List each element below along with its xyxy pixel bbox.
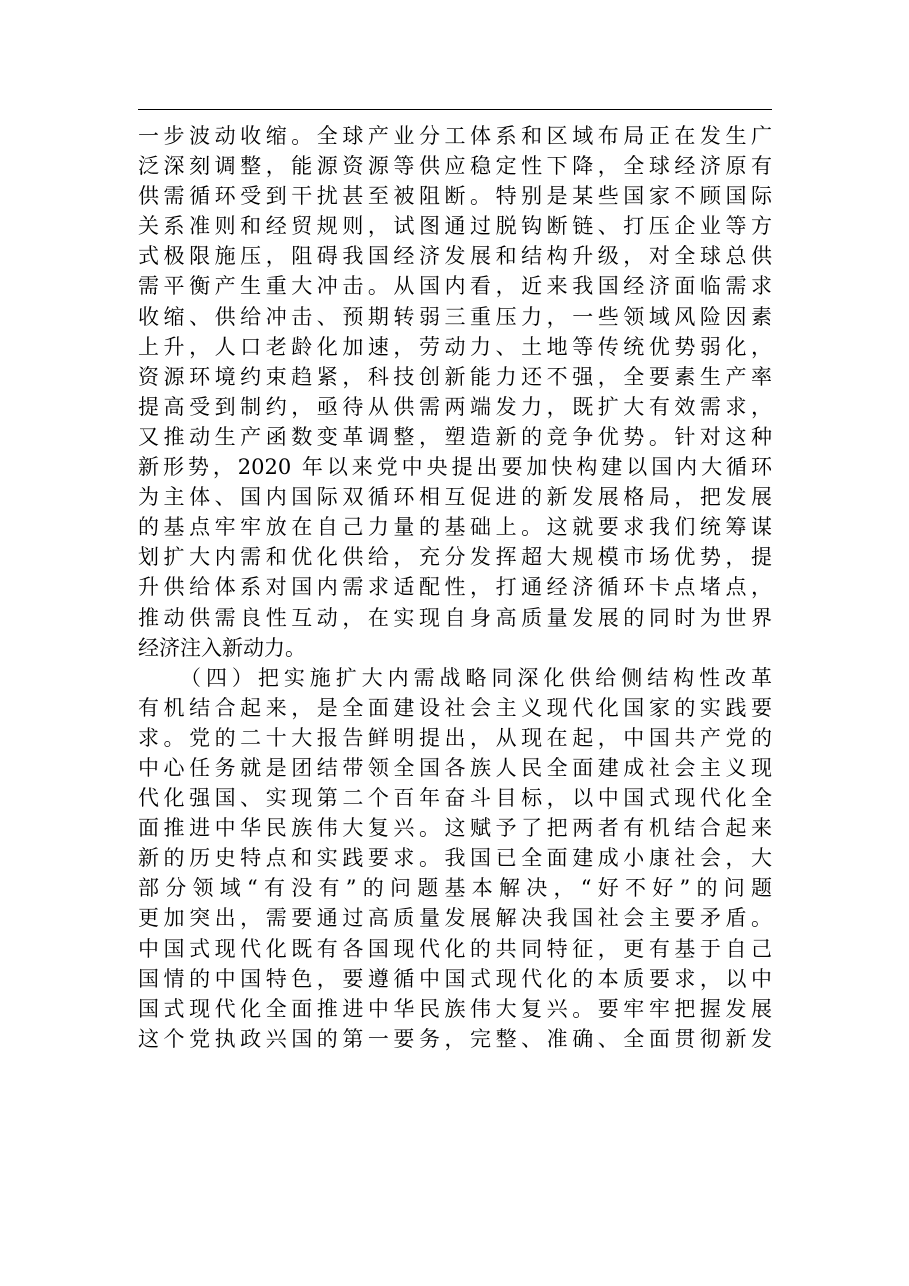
- text-line: 式极限施压，阻碍我国经济发展和结构升级，对全球总供: [138, 244, 772, 269]
- text-line: 国式现代化全面推进中华民族伟大复兴。要牢牢把握发展: [138, 996, 772, 1021]
- text-line: 提高受到制约，亟待从供需两端发力，既扩大有效需求，: [138, 394, 772, 419]
- text-line: 求。党的二十大报告鲜明提出，从现在起，中国共产党的: [138, 725, 772, 750]
- text-line: 经济注入新动力。: [138, 635, 306, 660]
- text-line: 推动供需良性互动，在实现自身高质量发展的同时为世界: [138, 605, 772, 630]
- text-line: 有机结合起来，是全面建设社会主义现代化国家的实践要: [138, 695, 772, 720]
- text-line: 上升，人口老龄化加速，劳动力、土地等传统优势弱化，: [138, 334, 772, 359]
- text-line: 关系准则和经贸规则，试图通过脱钩断链、打压企业等方: [138, 214, 772, 239]
- header-rule: [138, 109, 772, 110]
- text-line: 更加突出，需要通过高质量发展解决我国社会主要矛盾。: [138, 906, 772, 931]
- text-line: 泛深刻调整，能源资源等供应稳定性下降，全球经济原有: [138, 154, 772, 179]
- text-line: 这个党执政兴国的第一要务，完整、准确、全面贯彻新发: [138, 1026, 772, 1051]
- text-line: 收缩、供给冲击、预期转弱三重压力，一些领域风险因素: [138, 304, 772, 329]
- text-line: 需平衡产生重大冲击。从国内看，近来我国经济面临需求: [138, 274, 772, 299]
- text-line: 新的历史特点和实践要求。我国已全面建成小康社会，大: [138, 846, 772, 871]
- text-line: 供需循环受到干扰甚至被阻断。特别是某些国家不顾国际: [138, 184, 772, 209]
- text-line: 中国式现代化既有各国现代化的共同特征，更有基于自己: [138, 936, 772, 961]
- text-line: 一步波动收缩。全球产业分工体系和区域布局正在发生广: [138, 124, 772, 148]
- text-line: 中心任务就是团结带领全国各族人民全面建成社会主义现: [138, 755, 772, 780]
- text-line: 资源环境约束趋紧，科技创新能力还不强，全要素生产率: [138, 364, 772, 389]
- text-line: 新形势，2020 年以来党中央提出要加快构建以国内大循环: [138, 455, 772, 480]
- text-line: （四）把实施扩大内需战略同深化供给侧结构性改革: [180, 665, 772, 690]
- text-line: 部分领域“有没有”的问题基本解决，“好不好”的问题: [138, 876, 772, 901]
- text-line: 的基点牢牢放在自己力量的基础上。这就要求我们统筹谋: [138, 515, 772, 540]
- text-line: 为主体、国内国际双循环相互促进的新发展格局，把发展: [138, 485, 772, 510]
- text-line: 代化强国、实现第二个百年奋斗目标，以中国式现代化全: [138, 786, 772, 811]
- body-text: [138, 121, 772, 1054]
- text-line: 划扩大内需和优化供给，充分发挥超大规模市场优势，提: [138, 545, 772, 570]
- text-line: 面推进中华民族伟大复兴。这赋予了把两者有机结合起来: [138, 816, 772, 841]
- text-line: 升供给体系对国内需求适配性，打通经济循环卡点堵点，: [138, 575, 772, 600]
- text-line: 国情的中国特色，要遵循中国式现代化的本质要求，以中: [138, 966, 772, 991]
- text-line: 又推动生产函数变革调整，塑造新的竞争优势。针对这种: [138, 424, 772, 449]
